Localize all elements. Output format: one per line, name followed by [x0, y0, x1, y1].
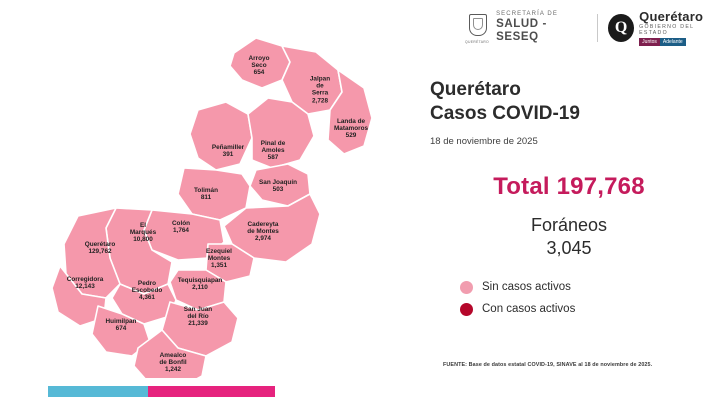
source-note: FUENTE: Base de datos estatal COVID-19, SINAVE al 18 de noviembre de 2025. — [443, 362, 653, 368]
map-region-arroyo-seco[interactable] — [230, 38, 290, 88]
map-svg — [20, 18, 420, 378]
queretaro-map — [20, 18, 420, 378]
page-title: Querétaro — [430, 79, 521, 100]
bottom-color-bar — [48, 386, 275, 397]
summary-panel — [430, 78, 708, 325]
map-label-huimilpan: Huimilpan 674 — [105, 317, 137, 332]
map-label-toliman: Tolimán 811 — [193, 186, 219, 201]
queretaro-government-logo — [608, 10, 720, 46]
map-label-cadereyta-de-montes: Cadereyta de Montes 2,974 — [247, 221, 279, 243]
seseq-logo — [462, 11, 587, 44]
tagline-right: Adelante — [660, 38, 686, 46]
legend — [430, 281, 708, 316]
seseq-line1: SECRETARÍA DE — [496, 11, 558, 18]
foraneos-value: 3,045 — [546, 237, 592, 258]
map-region-penamiller[interactable] — [190, 102, 252, 170]
map-label-tequisquiapan: Tequisquiapan 2,110 — [177, 276, 223, 291]
page-subtitle: Casos COVID-19 — [430, 102, 580, 124]
map-label-colon: Colón 1,764 — [171, 219, 191, 234]
legend-item-con-casos — [460, 303, 708, 316]
map-label-landa-de-matamoros: Landa de Matamoros 529 — [333, 118, 369, 140]
pink-dot-icon — [460, 281, 473, 294]
map-label-amealco-de-bonfil: Amealco de Bonfil 1,242 — [159, 352, 187, 374]
queretaro-tagline — [639, 38, 720, 46]
legend-label-con-casos: Con casos activos — [482, 303, 576, 315]
tagline-left: Juntos — [639, 38, 660, 46]
map-label-queretaro: Querétaro 129,762 — [84, 240, 116, 255]
government-crest-icon — [462, 13, 490, 43]
map-label-arroyo-seco: Arroyo Seco 654 — [248, 55, 270, 77]
foraneos-label: Foráneos — [530, 214, 608, 235]
report-date: 18 de noviembre de 2025 — [430, 135, 538, 147]
map-label-ezequiel-montes: Ezequiel Montes 1,351 — [206, 248, 232, 270]
header-logos — [462, 10, 720, 46]
red-dot-icon — [460, 303, 473, 316]
bottom-bar-blue — [48, 386, 148, 397]
map-label-penamiller: Peñamiller 391 — [211, 143, 245, 158]
queretaro-logo-text — [639, 10, 720, 46]
map-label-corregidora: Corregidora 12,143 — [66, 275, 104, 290]
legend-item-sin-casos — [460, 281, 708, 294]
map-label-san-joaquin: San Joaquín 503 — [259, 178, 297, 193]
legend-label-sin-casos: Sin casos activos — [482, 281, 571, 293]
map-label-pinal-de-amoles: Pinal de Amoles 587 — [260, 140, 286, 162]
map-label-jalpan-de-serra: Jalpan de Serra 2,728 — [309, 75, 331, 105]
map-label-san-juan-del-rio: San Juan del Río 21,339 — [183, 306, 213, 328]
seseq-logo-text — [496, 11, 587, 44]
crest-caption: QUERÉTARO — [465, 39, 489, 44]
bottom-bar-magenta — [148, 386, 275, 397]
queretaro-subtitle: GOBIERNO DEL ESTADO — [639, 24, 695, 36]
seseq-line2: SALUD - SESEQ — [496, 18, 547, 44]
map-label-el-marques: El Marqués 10,800 — [129, 222, 157, 244]
queretaro-name: Querétaro — [639, 9, 704, 24]
map-label-pedro-escobedo: Pedro Escobedo 4,361 — [131, 280, 163, 302]
total-cases: Total 197,768 — [493, 172, 645, 200]
q-mark-icon: Q — [608, 14, 634, 42]
logo-divider — [597, 14, 598, 42]
map-region-toliman[interactable] — [178, 168, 250, 220]
